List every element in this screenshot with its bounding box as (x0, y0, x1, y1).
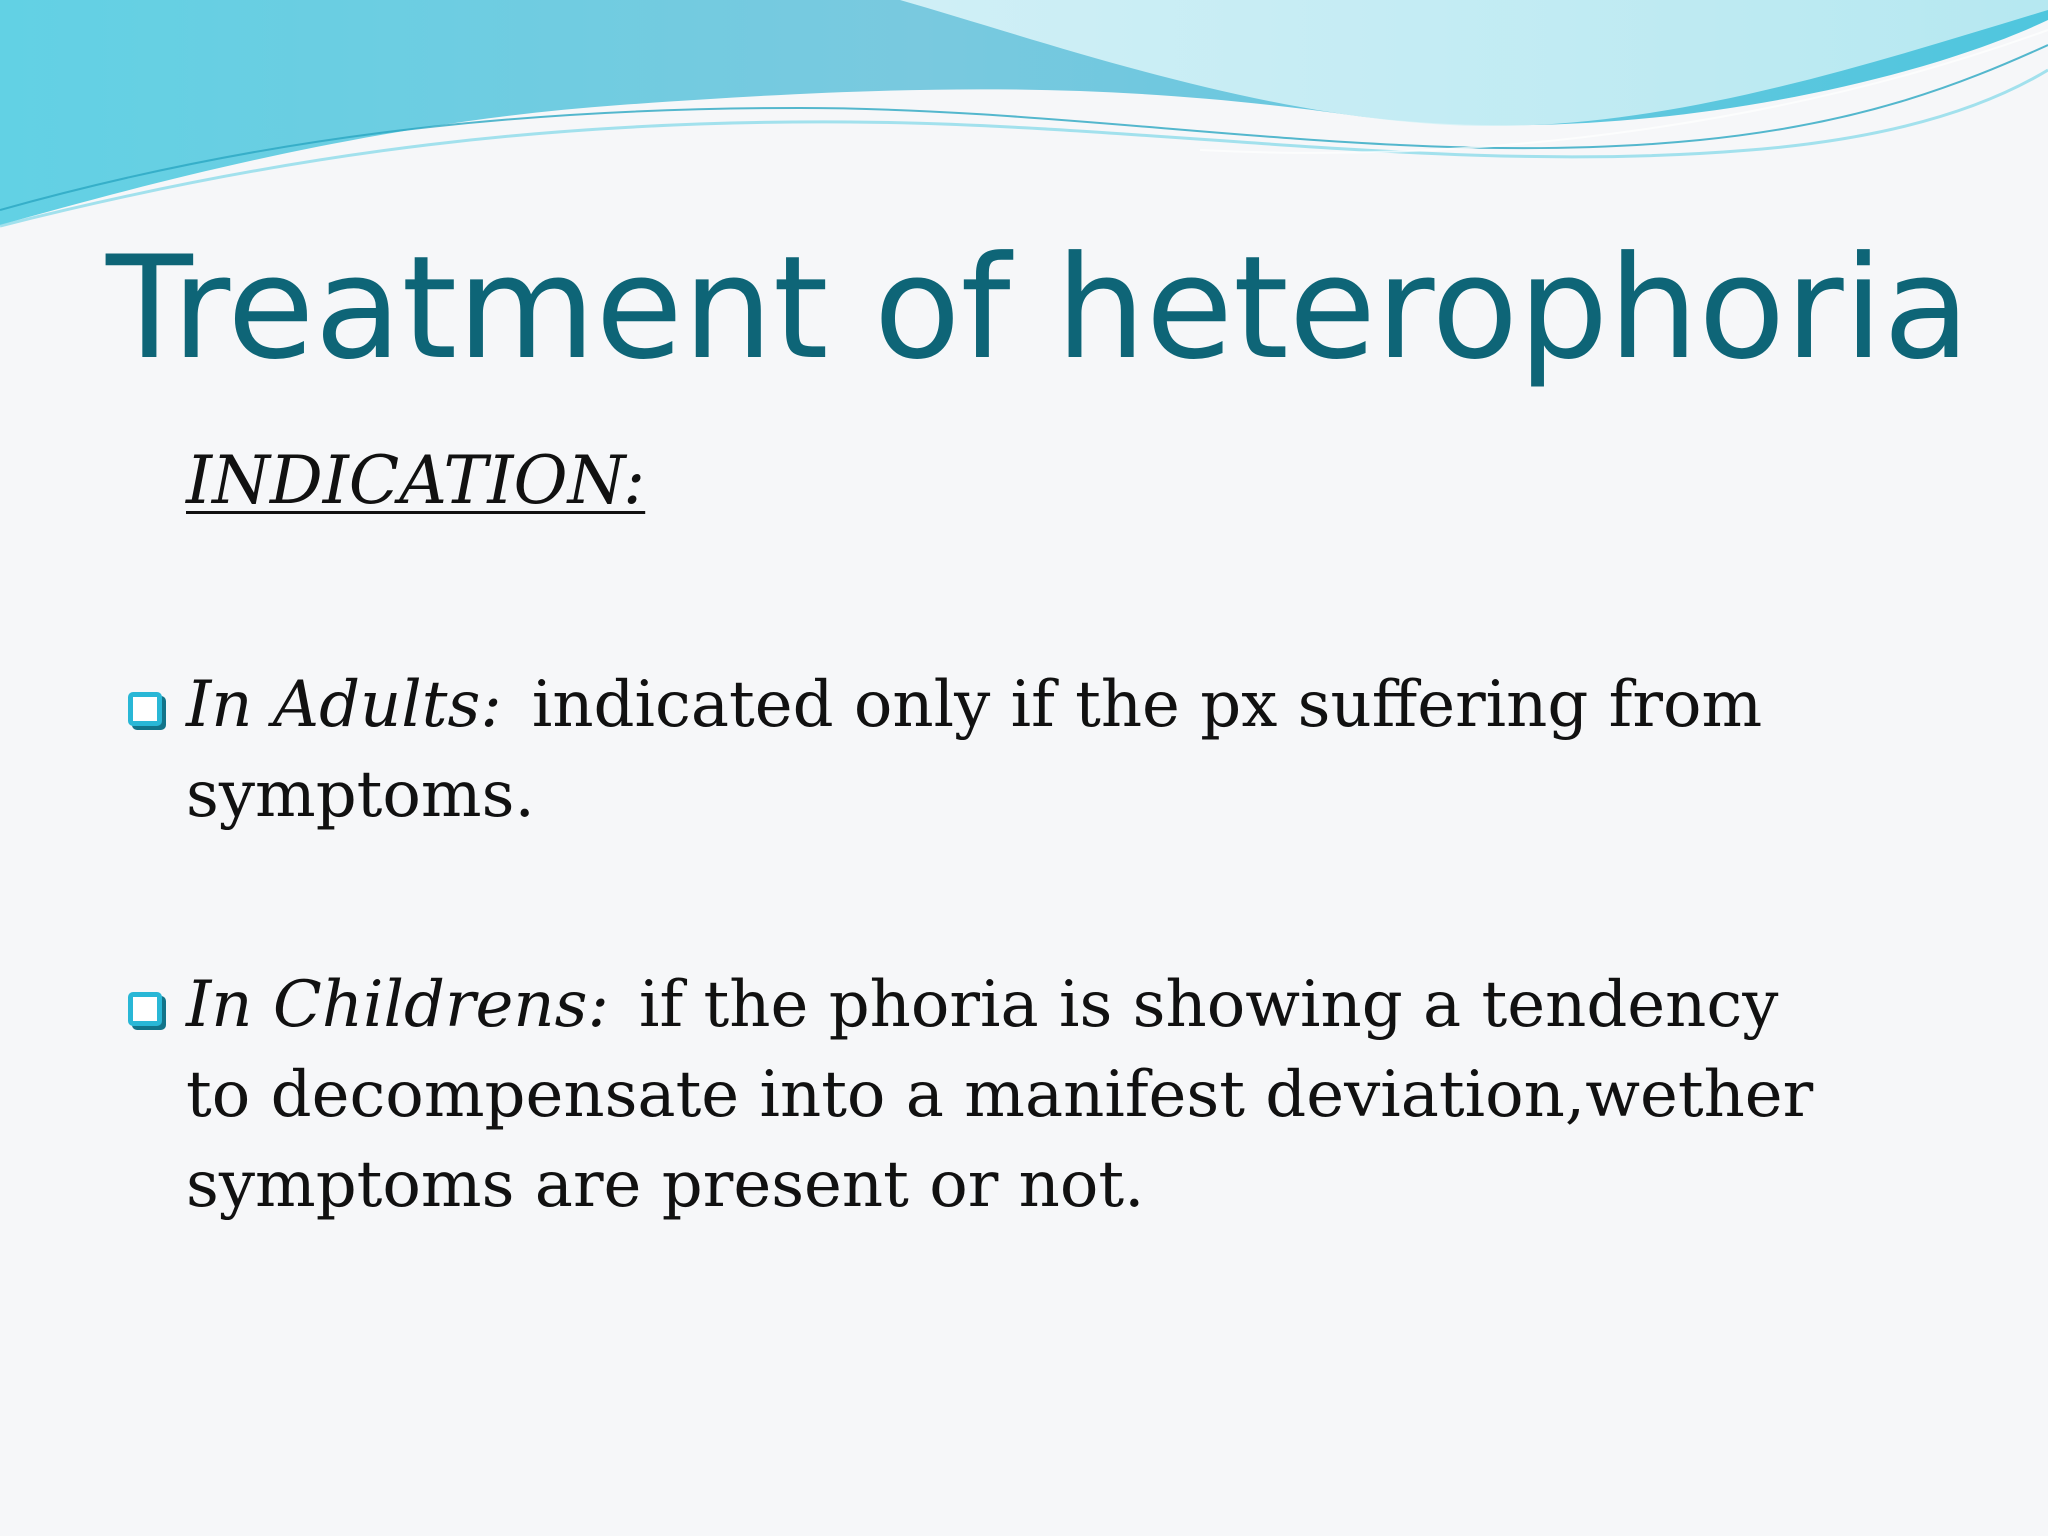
bullet-body: indicated only if the px suffering from symptoms. (186, 668, 1763, 832)
bullet-lead: In Adults: (186, 668, 502, 742)
indication-heading: INDICATION: (186, 442, 646, 519)
bullet-text (186, 660, 1848, 840)
slide-title: Treatment of heterophoria (106, 226, 1971, 391)
bullet-item-adults (128, 660, 1848, 840)
bullet-body: if the phoria is showing a tendency to decompensate into a manifest deviation,wether symptoms are present or not. (186, 968, 1814, 1222)
bullet-item-childrens (128, 960, 1848, 1230)
bullet-lead: In Childrens: (186, 968, 610, 1042)
hollow-square-bullet-icon (128, 692, 162, 726)
decorative-wave-header (0, 0, 2048, 240)
bullet-text (186, 960, 1848, 1230)
hollow-square-bullet-icon (128, 992, 162, 1026)
